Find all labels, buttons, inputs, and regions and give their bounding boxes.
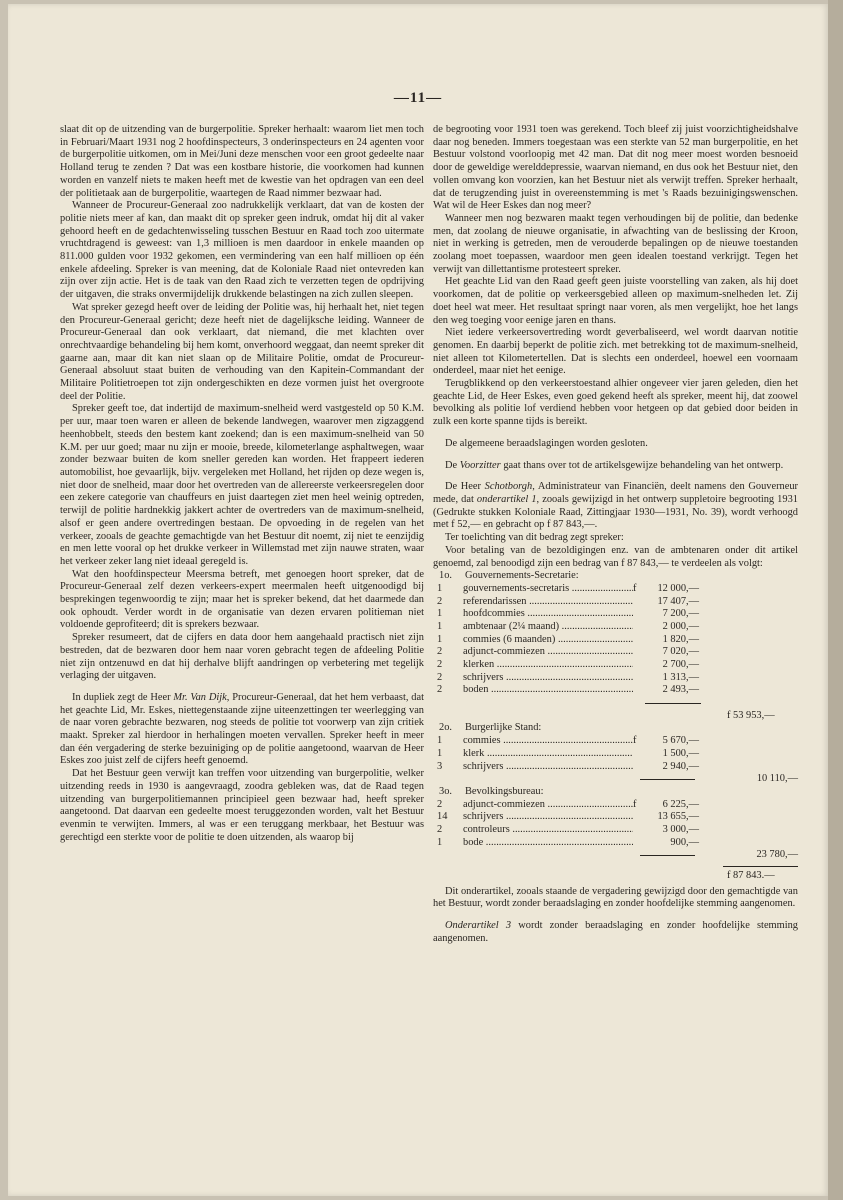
paragraph-schotborgh: De Heer Schotborgh, Administrateur van Financiën, deelt namens den Gouverneur mede, dat onderartikel 1, zooals gewijzigd in het ontwerp suppletoire begrooting 1931 (Gedrukte stukken Koloniale Raad, Zittingjaar 1930—1931, No. 39), wordt verhoogd met f 52,— en gebracht op f 87 843,—.	[433, 481, 799, 531]
budget-row	[433, 799, 798, 812]
page-edge	[828, 0, 843, 1200]
amount: 5 670,—	[662, 735, 699, 747]
budget-row	[433, 659, 798, 672]
budget-row	[433, 684, 798, 697]
position-title: referendarissen .....	[463, 596, 633, 609]
amount: 2 940,—	[662, 760, 699, 772]
budget-row	[433, 634, 798, 647]
budget-row	[433, 824, 798, 837]
amount: 3 000,—	[662, 823, 699, 835]
amount: 2 700,—	[662, 659, 699, 671]
grand-total	[433, 870, 798, 883]
sum-rule	[433, 697, 798, 710]
position-title: bode .....	[463, 837, 633, 850]
amount: 900,—	[670, 836, 699, 848]
section-subtotal	[433, 849, 798, 862]
speaker-name: Voorzitter	[459, 459, 501, 471]
quantity: 1	[437, 747, 443, 759]
position-title: ambtenaar (2¼ maand) .....	[463, 621, 633, 634]
paragraph: Dat het Bestuur geen verwijt kan treffen voor uitzending van burgerpolitie, welker uitzending reeds in 1930 is aangevraagd, zoodra gebleken was, dat de Raad tegen uitzending van burgerpolitiemannen principieel geen bezwaar had, heeft spreker aangetoond. Dat daarvan een gedeelte moest teruggezonden worden, valt het Bestuur evenmin te verwijten. Immers, al was er een teruggang merkbaar, het Bestuur was gerechtigd een sterkte voor de politie te doen uitzenden, als waarop bij	[60, 768, 424, 843]
budget-row	[433, 583, 798, 596]
section-title: Bevolkingsbureau:	[465, 785, 544, 797]
paragraph: Terugblikkend op den verkeerstoestand alhier ongeveer vier jaren geleden, dien het geachte Lid, de Heer Eskes, even goed gekend heeft als spreker, meent hij, dat zoowel bevolking als politie lof verdiend hebben voor hetgeen op dat gebied door beiden in zulk een korte spanne tijds is bereikt.	[433, 378, 798, 428]
paragraph-onderartikel-3: Onderartikel 3 wordt zonder beraadslaging en zonder hoofdelijke stemming aangenomen.	[433, 920, 798, 944]
quantity: 2	[437, 595, 443, 607]
currency-sign: f	[633, 582, 637, 594]
paragraph: Wanneer de Procureur-Generaal zoo nadrukkelijk verklaart, dat van de kosten der politie niets meer af kan, dan maakt dit op spreker geen indruk, omdat hij dit al vaker gehoord heeft en de gedachtenwisseling tusschen Bestuur en Raad toch zoo uitermate vruchtdragend is geweest: van 1,3 millioen is men daardoor in enkele maanden op 811.000 gulden voor 1932 gekomen, een vermindering van een half millioen op één enkele afdeeling. Spreker is van meening, dat de Koloniale Raad niet ontevreden kan zijn over zijn actie. Het is de taak van den Raad zich te verzetten tegen de opdrijving der uitgaven, die straks onvermijdelijk drukkende belastingen na zich zullen sleepen.	[60, 200, 424, 301]
budget-row	[433, 837, 798, 850]
paragraph: de begrooting voor 1931 toen was gerekend. Toch bleef zij juist voorzichtigheidshalve daar nog beneden. Immers toegestaan was een sterkte van 52 man burgerpolitie, en het Bestuur volstond voorloopig met 42 man. Dat dit nog meer moest worden besnoeid door de geweldige werelddepressie, waarvan niemand, en dus ook het Bestuur niet, den vollen omvang kon voorzien, kan het Bestuur niet als verwijt treffen. Spreker herhaalt, dat de terugzending juist in overeenstemming is met 's Raads bezuinigingswenschen. Wat wil de Heer Eskes dan nog meer?	[433, 124, 798, 212]
quantity: 2	[437, 646, 443, 658]
position-title: commies (6 maanden) .....	[463, 634, 633, 647]
section-number: 3o.	[439, 785, 452, 797]
paragraph: Voor betaling van de bezoldigingen enz. van de ambtenaren onder dit artikel genoemd, zal benoodigd zijn een bedrag van f 87 843,— te verdeelen als volgt:	[433, 544, 798, 569]
amount: 7 020,—	[662, 646, 699, 658]
paragraph: Ter toelichting van dit bedrag zegt spreker:	[445, 532, 624, 544]
quantity: 1	[437, 582, 443, 594]
grand-total-amount: f 87 843.—	[727, 870, 775, 882]
quantity: 1	[437, 608, 443, 620]
position-title: adjunct-commiezen .....	[463, 646, 633, 659]
budget-row	[433, 596, 798, 609]
budget-section-heading	[433, 722, 798, 735]
position-title: schrijvers .....	[463, 672, 633, 685]
subtotal-amount: 23 780,—	[756, 849, 798, 861]
position-title: klerk .....	[463, 748, 633, 761]
paragraph: Dit onderartikel, zooals staande de vergadering gewijzigd door den gemachtigde van het Bestuur, wordt zonder beraadslaging en zonder hoofdelijke stemming aangenomen.	[433, 885, 798, 910]
quantity: 1	[437, 836, 443, 848]
section-title: Burgerlijke Stand:	[465, 722, 542, 734]
budget-table	[433, 570, 798, 883]
budget-section-heading	[433, 570, 798, 583]
paragraph-voorzitter: De Voorzitter gaat thans over tot de artikelsgewijze behandeling van het ontwerp.	[445, 459, 784, 471]
paragraph: Spreker resumeert, dat de cijfers en data door hem aangehaald practisch niet zijn bestreden, dat de bezwaren door hem naar voren gebracht tegen de afdeeling Politie niet zijn ontzenuwd en dat hij derhalve blijft aandringen op verbetering met tegelijk verlaging der uitgaven.	[60, 632, 424, 682]
section-number: 1o.	[439, 570, 452, 582]
amount: 13 655,—	[657, 811, 699, 823]
left-column	[60, 124, 424, 844]
position-title: adjunct-commiezen .....	[463, 799, 633, 812]
paragraph: Wanneer men nog bezwaren maakt tegen verhoudingen bij de politie, dan bedenke men, dat zoolang de nieuwe organisatie, in afwachting van de beslissing der Kroon, niet in werking is getreden, men de verouderde bepalingen op de nieuwe toestanden zoolang moet toepassen, waardoor men geen idealen toestand verkrijgt. Tegen het verwijt van dillettantisme protesteert spreker.	[433, 212, 798, 275]
budget-section-heading	[433, 786, 798, 799]
amount: 1 313,—	[662, 671, 699, 683]
quantity: 2	[437, 659, 443, 671]
budget-row	[433, 811, 798, 824]
section-title: Gouvernements-Secretarie:	[465, 570, 579, 582]
paragraph: De algemeene beraadslagingen worden gesloten.	[445, 437, 648, 449]
budget-row	[433, 646, 798, 659]
amount: 6 225,—	[662, 798, 699, 810]
position-title: gouvernements-secretaris .....	[463, 583, 633, 596]
section-number: 2o.	[439, 722, 452, 734]
amount: 7 200,—	[662, 608, 699, 620]
budget-row	[433, 621, 798, 634]
position-title: schrijvers .....	[463, 811, 633, 824]
paragraph: Wat den hoofdinspecteur Meersma betreft, met genoegen hoort spreker, dat de Procureur-Generaal zelf dezen verkeers-expert meermalen heeft uitgenoodigd bij besprekingen tegenwoordig te zijn; maar het is spreker bekend, dat het daarmede dan ook ophoudt. Verder wordt in de organisatie van dezen ervaren politieman niet voldoende geprofiteerd; dit is sprekers bezwaar.	[60, 568, 424, 631]
speaker-name: Schotborgh	[484, 481, 533, 493]
position-title: klerken .....	[463, 659, 633, 672]
budget-row	[433, 608, 798, 621]
budget-row	[433, 761, 798, 774]
amount: 12 000,—	[657, 582, 699, 594]
paragraph: Het geachte Lid van den Raad geeft geen juiste voorstelling van zaken, als hij doet voorkomen, dat de politie op verkeersgebied alleen op maximum-snelheden let. Zij doet heel wat meer. Het resultaat springt naar voren, als men vergelijkt, hoe het langs den weg toeging voor eenige jaren en thans.	[433, 276, 798, 326]
amount: 17 407,—	[657, 595, 699, 607]
right-column	[433, 124, 798, 946]
quantity: 1	[437, 735, 443, 747]
amount: 1 500,—	[662, 747, 699, 759]
paragraph: Wat spreker gezegd heeft over de leiding der Politie was, hij herhaalt het, niet tegen den Procureur-Generaal gericht; deze heeft niet de dagelijksche leiding. Wanneer de Procureur-Generaal dan ook verklaart, dat niemand, die met klachten over onrechtvaardige behandeling bij hem komt, onverhoord weggaat, dan neemt spreker dit gaarne aan, maar dit kan niet slaan op de Militaire Politie, omdat de Procureur-Generaal absoluut staat buiten de verhouding van den Kapitein-Commandant der Militaire Politietroepen tot zijn ondergeschikten en deze vormen juist het overgroote deel der Politie.	[60, 301, 424, 402]
position-title: hoofdcommies .....	[463, 608, 633, 621]
quantity: 1	[437, 620, 443, 632]
budget-row	[433, 735, 798, 748]
article-ref: Onderartikel 3	[445, 920, 512, 932]
budget-row	[433, 748, 798, 761]
article-ref: onderartikel 1	[476, 493, 537, 505]
quantity: 1	[437, 633, 443, 645]
speaker-name: Mr. Van Dijk	[173, 691, 227, 703]
currency-sign: f	[633, 735, 637, 747]
quantity: 14	[437, 811, 448, 823]
quantity: 2	[437, 684, 443, 696]
paragraph-dupliek: In dupliek zegt de Heer Mr. Van Dijk, Procureur-Generaal, dat het hem verbaast, dat het geachte Lid, Mr. Eskes, niettegenstaande zijne uiteenzettingen ter weerlegging van de naar voren gebrachte bezwaren, nog steeds de politie tot voorwerp van zijn critiek maakt. Spreker zal hierdoor in herhalingen moeten vervallen. Spreker heeft in meer dan één vergadering de sterke bezuiniging op de politie aangetoond, waarvan de Heer Eskes zoo juist zelf de cijfers heeft genoemd.	[60, 691, 424, 767]
position-title: commies .....	[463, 735, 633, 748]
paragraph: slaat dit op de uitzending van de burgerpolitie. Spreker herhaalt: waarom liet men toch in Februari/Maart 1931 nog 2 hoofdinspecteurs, 3 onderinspecteurs en 24 agenten voor de burgerpolitie uitkomen, om in Mei/Juni deze menschen voor een groot gedeelte naar Holland terug te zenden ? Dat was een kostbare historie, die voorkomen had kunnen worden en vanzelf niets te maken heeft met de kwestie van het opdragen van een deel der politietaak aan de burgerpolitie, waartegen de Raad nimmer bezwaar had.	[60, 124, 424, 199]
position-title: schrijvers .....	[463, 761, 633, 774]
amount: 2 000,—	[662, 620, 699, 632]
document-page	[8, 4, 828, 1196]
page-number: —11—	[393, 90, 443, 106]
total-rule	[433, 862, 798, 870]
quantity: 2	[437, 671, 443, 683]
section-subtotal	[433, 773, 798, 786]
amount: 2 493,—	[662, 684, 699, 696]
quantity: 3	[437, 760, 443, 772]
paragraph: Niet iedere verkeersovertreding wordt geverbaliseerd, wel wordt daarvan notitie genomen. En daarbij beperkt de politie zich. met betrekking tot de maximum-snelheid, niet alleen tot Kilometertellen. Dat is slechts een onderdeel, hoewel een voornaam onderdeel, maar niet het eenige.	[433, 327, 798, 377]
paragraph: Spreker geeft toe, dat indertijd de maximum-snelheid werd vastgesteld op 50 K.M. per uur, maar toen waren er alleen de bekende landwegen, waarover men zigzaggend heenhobbelt, steeds den bestem kant zoekend; dan is een maximum-snelheid van 50 K.M. per uur goed; maar nu zijn er mooie, breede, kilometerlange asphaltwegen, waar zonder bezwaar buiten de kom sneller gereden kan worden. Het frappeert iederen automobilist, hoe gevaarlijk, bijv. vergeleken met Holland, het rijden op deze wegen is, niet door de snelheid, maar door het overtreden van de allereerste verkeersregelen door een zekere categorie van chauffeurs en juist daartegen ziet men heel weinig optreden, terwijl de politie hardnekkig jakkert achter de overtreders van de maximum-snelheid, alsof er geen andere overtredingen bestaan. De opvoeding in de regelen van het verkeer, zooals de geachte gemachtigde van het Bestuur dit noemt, zij niet te eenzijdig en men lette vooral op het drukke verkeer in Willemstad met zijn nauwe straten, waar het verkeer zeker lang niet ideaal geregeld is.	[60, 403, 424, 567]
currency-sign: f	[633, 798, 637, 810]
subtotal-amount: f 53 953,—	[727, 709, 775, 721]
quantity: 2	[437, 823, 443, 835]
section-subtotal	[433, 710, 798, 723]
position-title: controleurs .....	[463, 824, 633, 837]
budget-row	[433, 672, 798, 685]
position-title: boden .....	[463, 684, 633, 697]
quantity: 2	[437, 798, 443, 810]
subtotal-amount: 10 110,—	[756, 773, 798, 785]
amount: 1 820,—	[662, 633, 699, 645]
